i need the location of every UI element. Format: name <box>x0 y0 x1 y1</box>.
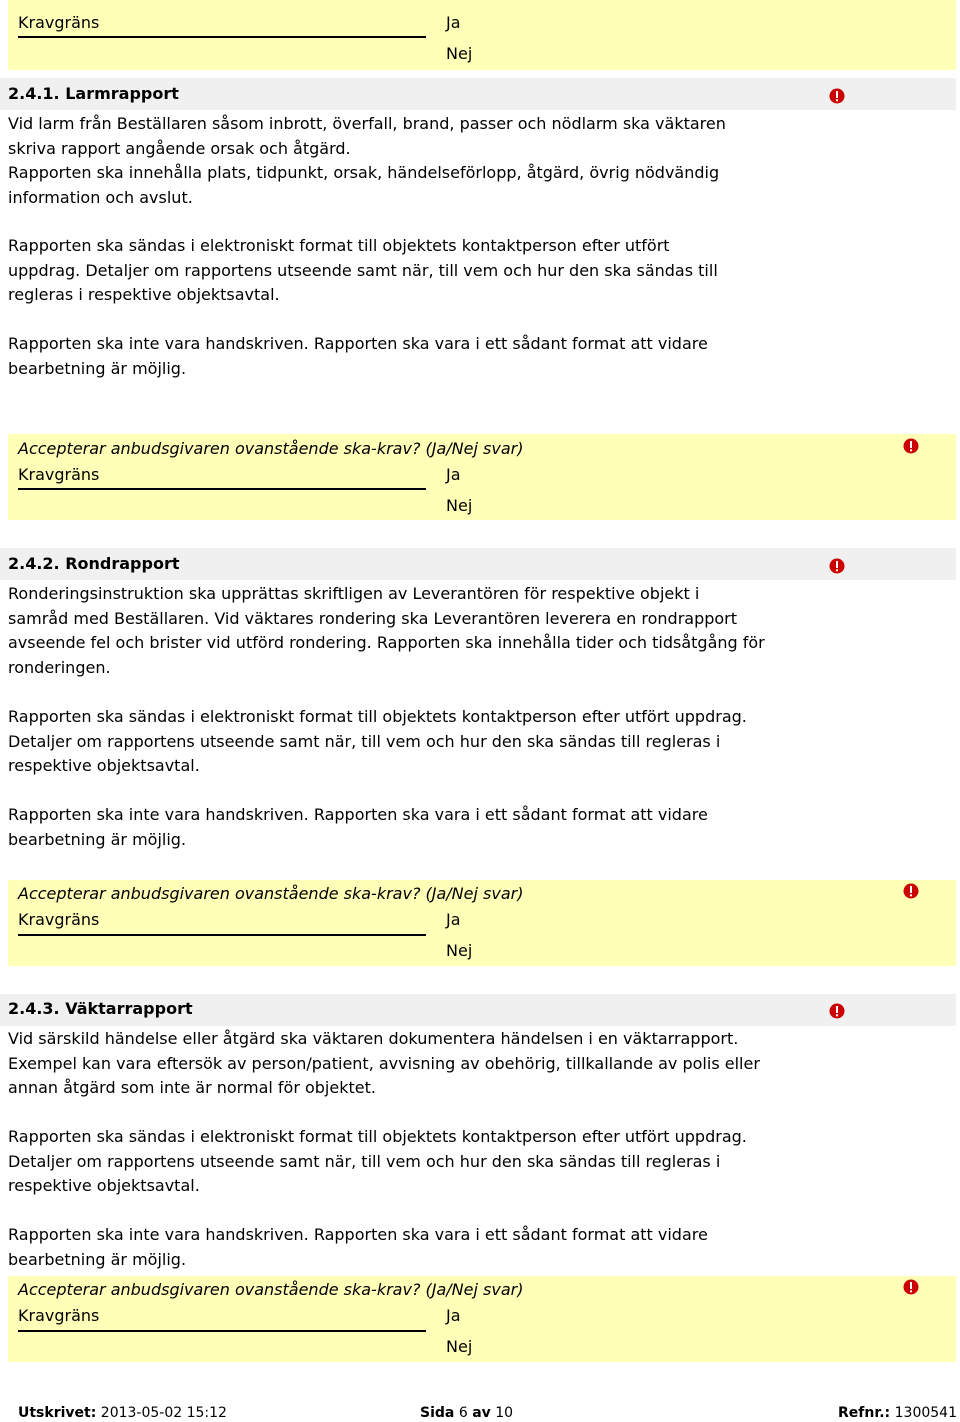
option-yes[interactable]: Ja <box>446 910 461 929</box>
accept-question: Accepterar anbudsgivaren ovanstående ska-krav? (Ja/Nej svar) <box>18 439 524 458</box>
paragraph: Vid särskild händelse eller åtgärd ska väktaren dokumentera händelsen i en väktarrapport. Exempel kan vara eftersök av person/patient, avvisning av obehörig, tillkallande av polis eller annan åtgärd som inte är normal för objektet. <box>8 1029 760 1097</box>
exclamation-warning-icon <box>829 1003 845 1019</box>
option-yes[interactable]: Ja <box>446 1306 461 1325</box>
kravgrans-line <box>18 934 426 936</box>
option-yes[interactable]: Ja <box>446 13 461 32</box>
section-heading: 2.4.3. Väktarrapport <box>8 999 193 1018</box>
paragraph: Vid larm från Beställaren såsom inbrott, överfall, brand, passer och nödlarm ska väktaren skriva rapport angående orsak och åtgärd. Rapporten ska innehålla plats, tidpunkt, orsak, händelseförlopp, åtgärd, övrig nödvändig information och avslut. <box>8 114 726 207</box>
option-no[interactable]: Nej <box>446 44 473 63</box>
paragraph: Rapporten ska sändas i elektroniskt format till objektets kontaktperson efter utfört uppdrag. Detaljer om rapportens utseende samt när, till vem och hur den ska sändas till regleras i respektive objektsavtal. <box>8 236 718 304</box>
kravgrans-line <box>18 36 426 38</box>
paragraph: Rapporten ska inte vara handskriven. Rapporten ska vara i ett sådant format att vidare bearbetning är möjlig. <box>8 334 708 378</box>
exclamation-warning-icon <box>903 1279 919 1295</box>
kravgrans-line <box>18 1330 426 1332</box>
section-heading: 2.4.1. Larmrapport <box>8 84 179 103</box>
kravgrans-line <box>18 488 426 490</box>
paragraph: Ronderingsinstruktion ska upprättas skriftligen av Leverantören för respektive objekt i samråd med Beställaren. Vid väktares rondering ska Leverantören leverera en rondrapport avseende fel och brister vid utförd rondering. Rapporten ska innehålla tider och tidsåtgång för ronderingen. <box>8 584 765 677</box>
paragraph: Rapporten ska sändas i elektroniskt format till objektets kontaktperson efter utfört uppdrag. Detaljer om rapportens utseende samt när, till vem och hur den ska sändas till regleras i respektive objektsavtal. <box>8 707 747 775</box>
accept-question: Accepterar anbudsgivaren ovanstående ska-krav? (Ja/Nej svar) <box>18 1280 524 1299</box>
exclamation-warning-icon <box>903 883 919 899</box>
answer-box-top <box>8 0 956 70</box>
exclamation-warning-icon <box>829 558 845 574</box>
option-no[interactable]: Nej <box>446 496 473 515</box>
exclamation-warning-icon <box>829 88 845 104</box>
ref-value: 1300541 <box>894 1405 957 1421</box>
printed-value: 2013-05-02 15:12 <box>100 1405 227 1421</box>
paragraph: Rapporten ska inte vara handskriven. Rapporten ska vara i ett sådant format att vidare bearbetning är möjlig. <box>8 1225 708 1269</box>
exclamation-warning-icon <box>903 438 919 454</box>
kravgrans-label: Kravgräns <box>18 465 100 484</box>
footer-page <box>420 1404 513 1422</box>
paragraph: Rapporten ska sändas i elektroniskt format till objektets kontaktperson efter utfört uppdrag. Detaljer om rapportens utseende samt när, till vem och hur den ska sändas till regleras i respektive objektsavtal. <box>8 1127 747 1195</box>
paragraph: Rapporten ska inte vara handskriven. Rapporten ska vara i ett sådant format att vidare bearbetning är möjlig. <box>8 805 708 849</box>
printed-label: Utskrivet: <box>18 1405 97 1421</box>
ref-label: Refnr.: <box>838 1405 891 1421</box>
option-no[interactable]: Nej <box>446 941 473 960</box>
page-label: Sida <box>420 1405 455 1421</box>
option-no[interactable]: Nej <box>446 1337 473 1356</box>
page-of: av <box>472 1405 491 1421</box>
kravgrans-label: Kravgräns <box>18 910 100 929</box>
accept-question: Accepterar anbudsgivaren ovanstående ska-krav? (Ja/Nej svar) <box>18 884 524 903</box>
page-total: 10 <box>495 1405 514 1421</box>
kravgrans-label: Kravgräns <box>18 1306 100 1325</box>
section-heading: 2.4.2. Rondrapport <box>8 554 180 573</box>
footer-printed <box>18 1404 227 1422</box>
option-yes[interactable]: Ja <box>446 465 461 484</box>
page-number: 6 <box>458 1405 468 1421</box>
kravgrans-label: Kravgräns <box>18 13 100 32</box>
footer-ref <box>838 1404 957 1422</box>
